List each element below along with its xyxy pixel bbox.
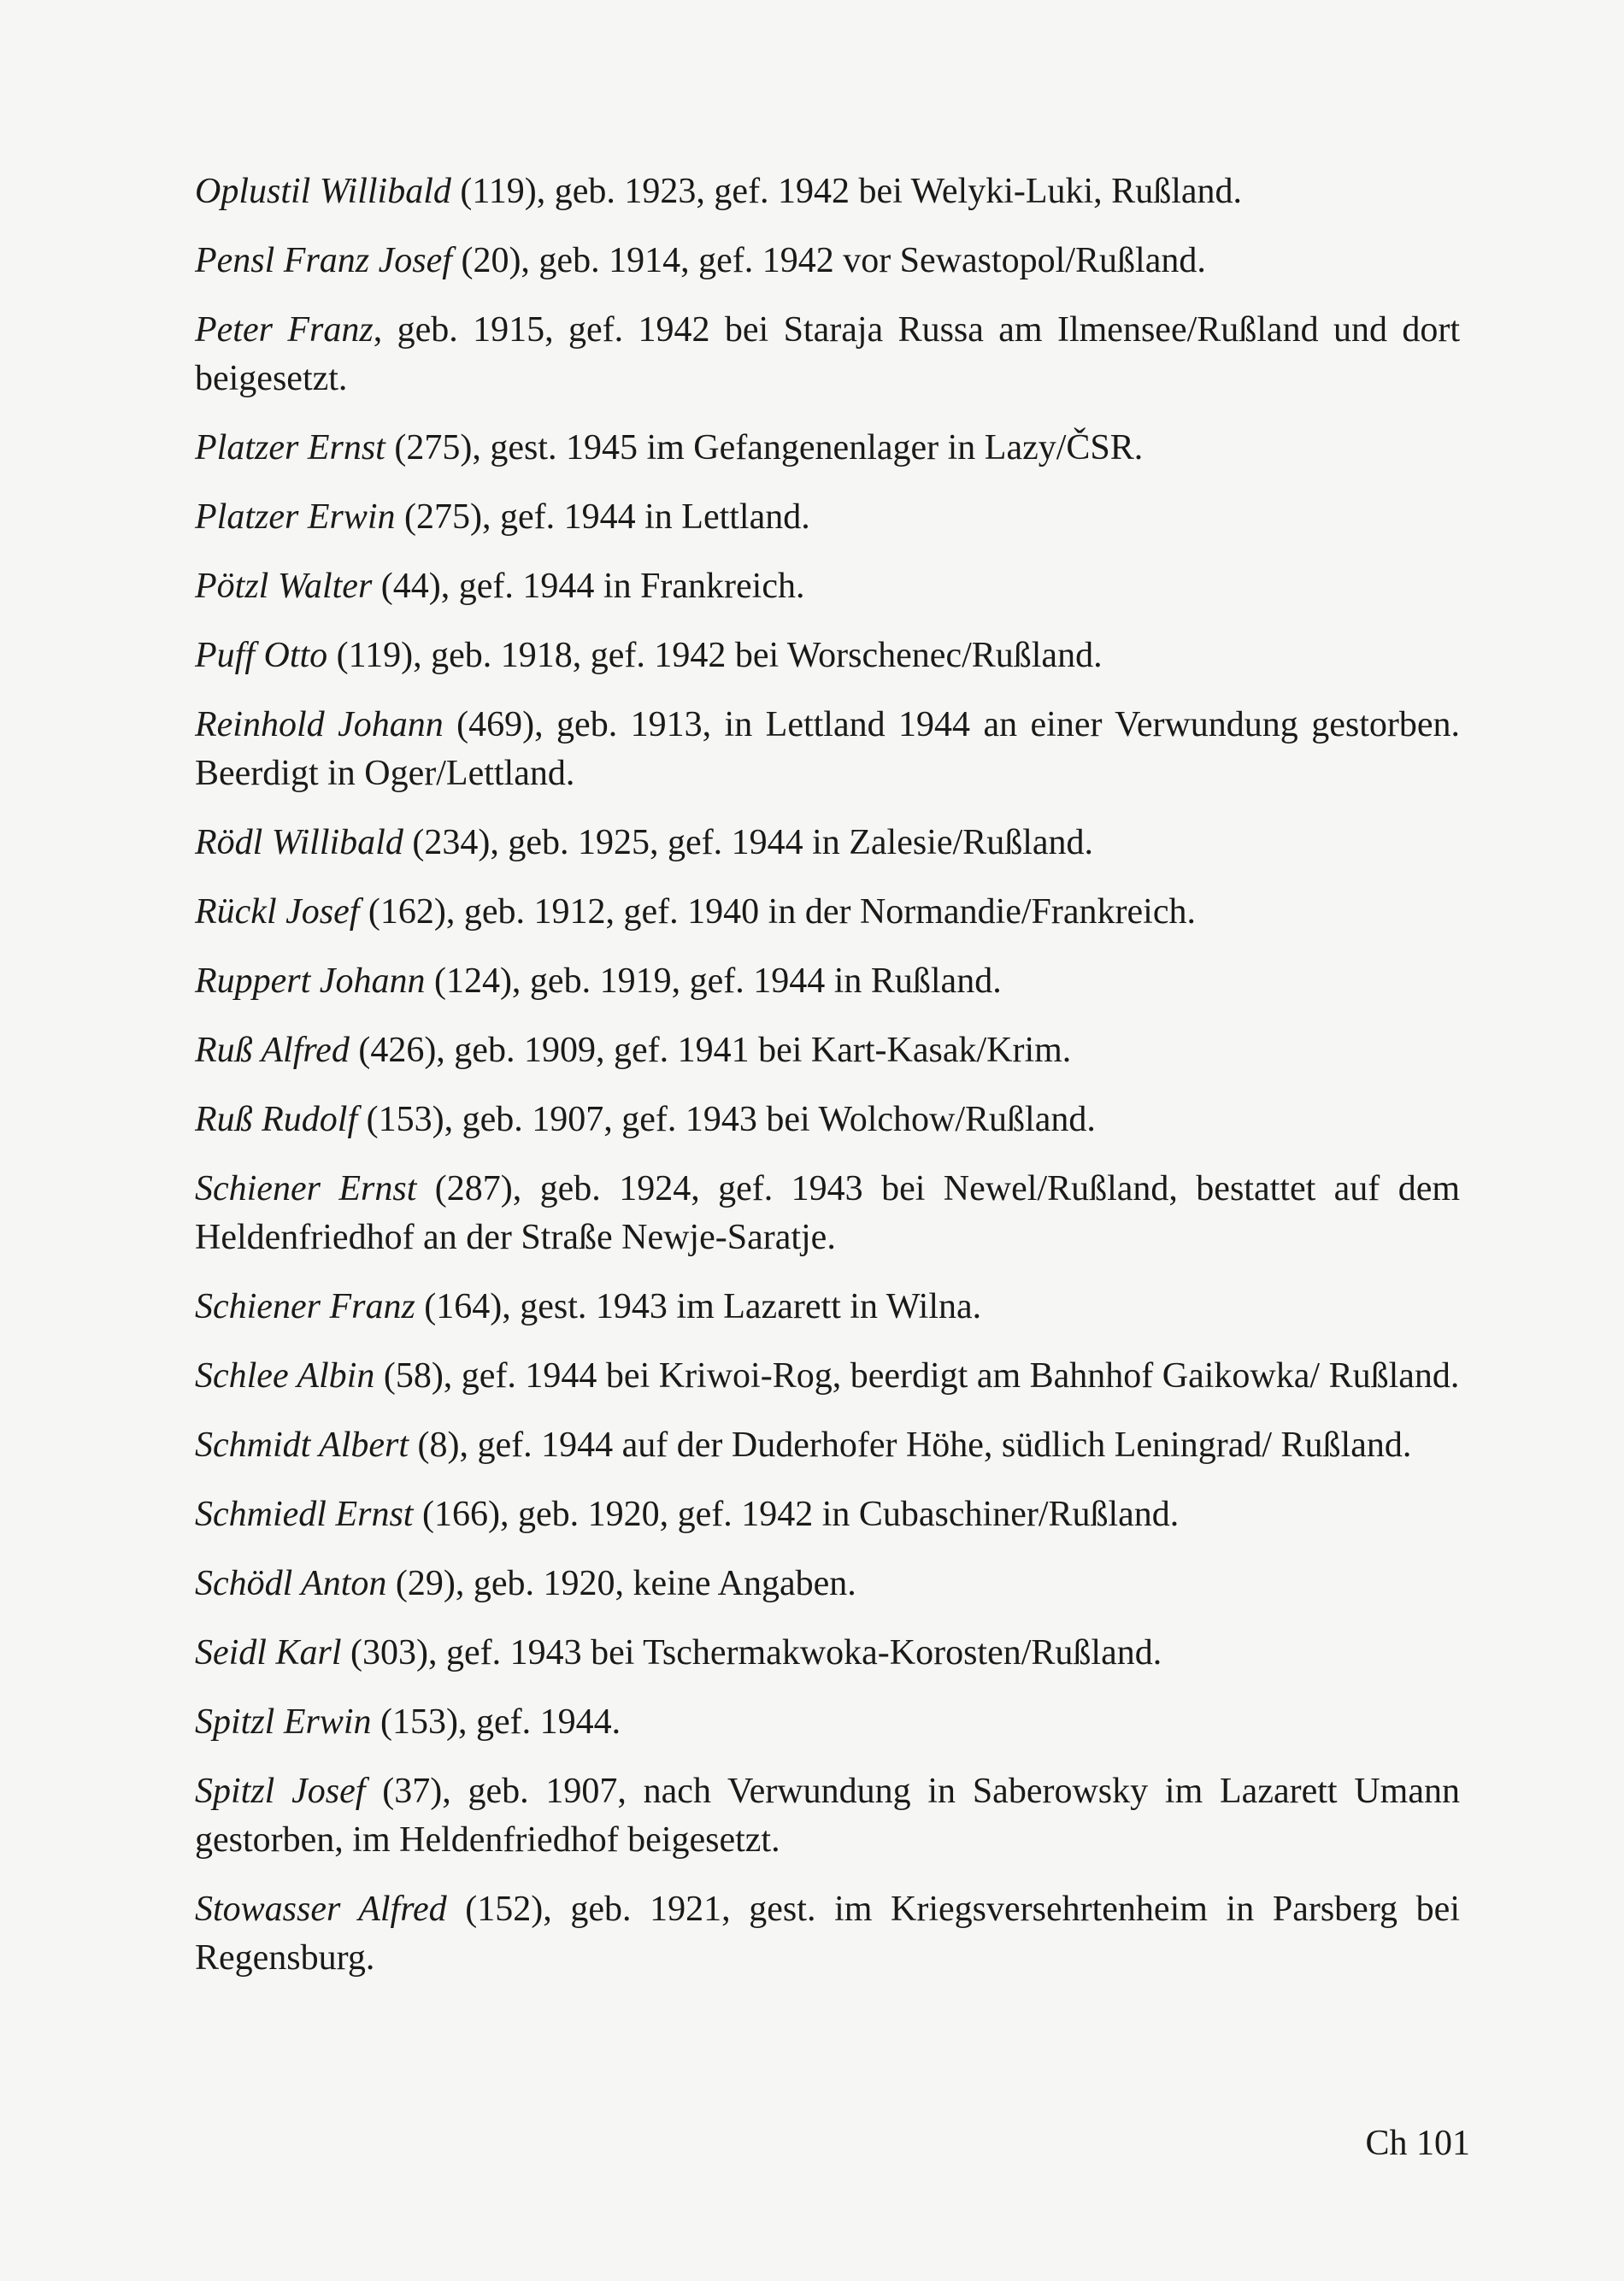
entry-text: (119), geb. 1923, gef. 1942 bei Welyki-Luki, Rußland.: [450, 172, 1243, 211]
entry-name: Schiener Ernst: [195, 1169, 417, 1208]
entry: [195, 701, 1460, 798]
entry: [195, 1096, 1460, 1144]
entry-name: Ruß Alfred: [195, 1031, 350, 1070]
entry: [195, 1421, 1460, 1470]
entry-text: (426), geb. 1909, gef. 1941 bei Kart-Kasak/Krim.: [349, 1031, 1072, 1070]
entry-name: Pensl Franz Josef: [195, 241, 452, 280]
entry-name: Spitzl Josef: [195, 1772, 366, 1811]
entry-name: Rödl Willibald: [195, 823, 403, 862]
entry: [195, 1026, 1460, 1075]
entry-name: Oplustil Willibald: [195, 172, 451, 211]
entry-text: (275), gest. 1945 im Gefangenenlager in Lazy/ČSR.: [385, 428, 1144, 467]
entry: [195, 424, 1460, 473]
entry-text: (124), geb. 1919, gef. 1944 in Rußland.: [425, 961, 1002, 1001]
entry-text: (164), gest. 1943 im Lazarett in Wilna.: [415, 1287, 982, 1326]
entry-text: (58), gef. 1944 bei Kriwoi-Rog, beerdigt am Bahnhof Gaikowka/ Rußland.: [374, 1356, 1460, 1396]
entry-name: Schödl Anton: [195, 1564, 387, 1603]
entry-name: Rückl Josef: [195, 892, 360, 932]
entry: [195, 493, 1460, 542]
entry-text: (29), geb. 1920, keine Angaben.: [386, 1564, 856, 1603]
entry-name: Ruppert Johann: [195, 961, 426, 1001]
entry-name: Peter Franz: [195, 310, 374, 350]
entry: [195, 1767, 1460, 1865]
entry-text: (275), gef. 1944 in Lettland.: [395, 497, 810, 537]
entry: [195, 1283, 1460, 1332]
entry: [195, 1629, 1460, 1678]
entry-text: , geb. 1915, gef. 1942 bei Staraja Russa am Ilmensee/Rußland und dort beigesetzt.: [195, 310, 1460, 398]
entry-name: Stowasser Alfred: [195, 1890, 447, 1929]
entry-name: Platzer Ernst: [195, 428, 385, 467]
entry-name: Schlee Albin: [195, 1356, 375, 1396]
entry-text: (153), geb. 1907, gef. 1943 bei Wolchow/Rußland.: [357, 1100, 1096, 1139]
entry-name: Schmidt Albert: [195, 1426, 409, 1465]
entry-text: (119), geb. 1918, gef. 1942 bei Worschenec/Rußland.: [327, 636, 1103, 675]
entry-name: Seidl Karl: [195, 1633, 342, 1673]
entry-name: Schiener Franz: [195, 1287, 415, 1326]
entry: [195, 819, 1460, 867]
entry-text: (166), geb. 1920, gef. 1942 in Cubaschiner/Rußland.: [413, 1495, 1180, 1534]
entry: [195, 562, 1460, 611]
entry-text: (8), gef. 1944 auf der Duderhofer Höhe, südlich Leningrad/ Rußland.: [409, 1426, 1412, 1465]
entry-text: (44), gef. 1944 in Frankreich.: [372, 567, 805, 606]
entry-name: Ruß Rudolf: [195, 1100, 358, 1139]
entry: [195, 888, 1460, 937]
entry: [195, 1560, 1460, 1608]
entry: [195, 1698, 1460, 1747]
entry: [195, 1352, 1460, 1401]
entry-name: Puff Otto: [195, 636, 328, 675]
entry-text: (153), gef. 1944.: [371, 1702, 621, 1742]
entry-name: Schmiedl Ernst: [195, 1495, 414, 1534]
entry-name: Reinhold Johann: [195, 705, 444, 744]
entry-text: (287), geb. 1924, gef. 1943 bei Newel/Rußland, bestattet auf dem Heldenfriedhof an der Straße Newje-Saratje.: [195, 1169, 1461, 1257]
entry-text: (469), geb. 1913, in Lettland 1944 an einer Verwundung gestorben. Beerdigt in Oger/Lettland.: [195, 705, 1461, 793]
entry: [195, 306, 1460, 403]
entry: [195, 1885, 1460, 1983]
entry-text: (37), geb. 1907, nach Verwundung in Saberowsky im Lazarett Umann gestorben, im Heldenfriedhof beigesetzt.: [195, 1772, 1460, 1860]
entry: [195, 632, 1460, 680]
document-body: [195, 168, 1460, 2003]
entry: [195, 237, 1460, 285]
entry: [195, 1165, 1460, 1262]
page-number: Ch 101: [1365, 2124, 1470, 2163]
entry-text: (20), geb. 1914, gef. 1942 vor Sewastopol/Rußland.: [451, 241, 1206, 280]
entry-text: (152), geb. 1921, gest. im Kriegsversehrtenheim in Parsberg bei Regensburg.: [195, 1890, 1460, 1978]
entry: [195, 168, 1460, 216]
entry-name: Spitzl Erwin: [195, 1702, 372, 1742]
entry-name: Platzer Erwin: [195, 497, 396, 537]
entry-text: (162), geb. 1912, gef. 1940 in der Normandie/Frankreich.: [359, 892, 1196, 932]
entry-name: Pötzl Walter: [195, 567, 373, 606]
entry: [195, 957, 1460, 1006]
entry-text: (234), geb. 1925, gef. 1944 in Zalesie/Rußland.: [403, 823, 1094, 862]
entry-text: (303), gef. 1943 bei Tschermakwoka-Korosten/Rußland.: [341, 1633, 1162, 1673]
entry: [195, 1490, 1460, 1539]
